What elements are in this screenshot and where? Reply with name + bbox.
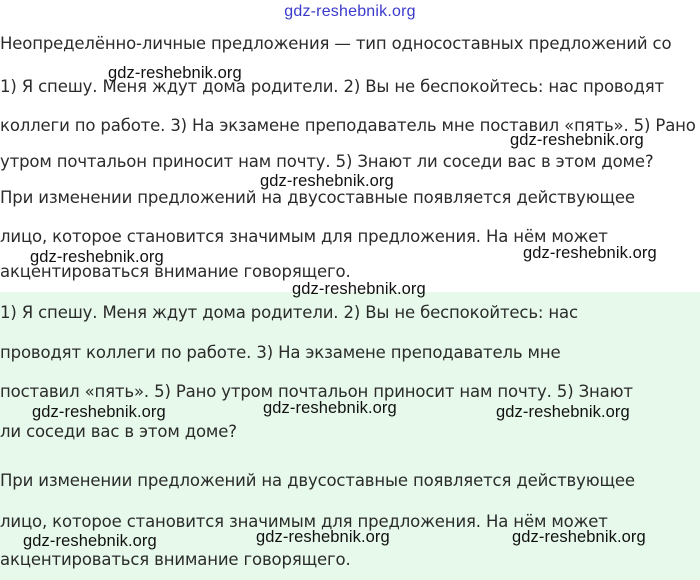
answer-line: ли соседи вас в этом доме? bbox=[0, 422, 237, 441]
site-watermark: gdz-reshebnik.org bbox=[284, 3, 416, 20]
watermark: gdz-reshebnik.org bbox=[523, 244, 657, 262]
answer-line: При изменении предложений на двусоставные появляется действующее bbox=[0, 471, 635, 490]
answer-line: поставил «пять». 5) Рано утром почтальон приносит нам почту. 5) Знают bbox=[0, 382, 633, 401]
watermark: gdz-reshebnik.org bbox=[256, 528, 390, 546]
answer-line: акцентироваться внимание говорящего. bbox=[0, 550, 351, 569]
watermark: gdz-reshebnik.org bbox=[23, 532, 157, 550]
intro-line: акцентироваться внимание говорящего. bbox=[0, 262, 351, 281]
watermark: gdz-reshebnik.org bbox=[263, 399, 397, 417]
intro-line: коллеги по работе. 3) На экзамене преподаватель мне поставил «пять». 5) Рано bbox=[0, 116, 696, 135]
watermark: gdz-reshebnik.org bbox=[510, 131, 644, 149]
watermark: gdz-reshebnik.org bbox=[496, 403, 630, 421]
intro-line: утром почтальон приносит нам почту. 5) Знают ли соседи вас в этом доме? bbox=[0, 152, 654, 171]
answer-line: лицо, которое становится значимым для предложения. На нём может bbox=[0, 512, 608, 531]
watermark: gdz-reshebnik.org bbox=[260, 172, 394, 190]
watermark: gdz-reshebnik.org bbox=[32, 403, 166, 421]
watermark: gdz-reshebnik.org bbox=[108, 64, 242, 82]
watermark: gdz-reshebnik.org bbox=[30, 248, 164, 266]
answer-line: 1) Я спешу. Меня ждут дома родители. 2) Вы не беспокойтесь: нас bbox=[0, 303, 578, 322]
answer-line: проводят коллеги по работе. 3) На экзамене преподаватель мне bbox=[0, 343, 561, 362]
watermark: gdz-reshebnik.org bbox=[512, 528, 646, 546]
intro-line: лицо, которое становится значимым для предложения. На нём может bbox=[0, 227, 608, 246]
site-header bbox=[0, 0, 700, 28]
intro-line: Неопределённо-личные предложения — тип односоставных предложений со bbox=[0, 34, 672, 53]
intro-line: 1) Я спешу. Меня ждут дома родители. 2) Вы не беспокойтесь: нас проводят bbox=[0, 77, 664, 96]
intro-line: При изменении предложений на двусоставные появляется действующее bbox=[0, 188, 635, 207]
watermark: gdz-reshebnik.org bbox=[292, 280, 426, 298]
